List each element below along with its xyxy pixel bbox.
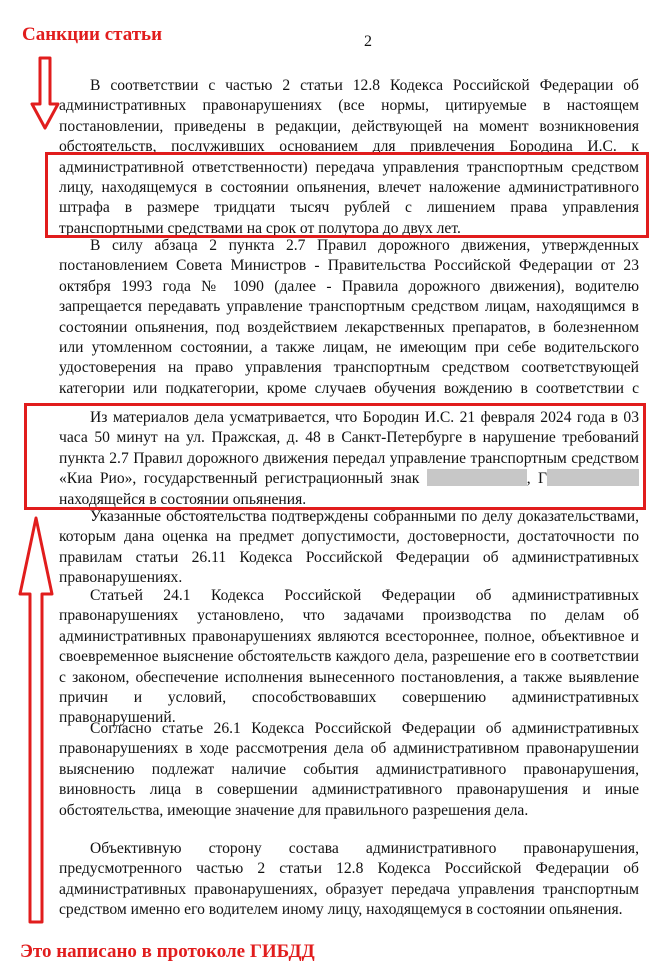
- arrow-down-icon: [30, 56, 60, 130]
- case-materials-text: Из материалов дела усматривается, что Бородин И.С. 21 февраля 2024 года в 03 часа 50 минут на ул. Пражская, д. 48 в Санкт-Петербурге в нарушение требований пункта 2.7 Правил дорожного движения передал управление транспортным средством «Киа Рио», государственный регистрационный знак: [59, 409, 639, 488]
- paragraph-article-24-1: Статьей 24.1 Кодекса Российской Федерации об административных правонарушениях установлено, что задачами производства по делам об административных правонарушениях являются всестороннее, полное, объективное и своевременное выяснение обстоятельств каждого дела, разрешение его в соответствии с законом, обеспечение исполнения вынесенного постановления, а также выявление причин и условий, способствовавших совершению административных правонарушений.: [59, 587, 639, 727]
- case-materials-ending: находящейся в состоянии опьянения.: [59, 490, 307, 508]
- highlight-box-sanctions: [45, 152, 649, 238]
- paragraph-sanctions: В соответствии с частью 2 статьи 12.8 Кодекса Российской Федерации об административных правонарушениях (все нормы, цитируемые в настоящем постановлении, приведены в редакции, действующей на момент возникновения обстоятельств, послуживших основанием для привлечения Бородина И.С. к административной ответственности) передача управления транспортным средством лицу, находящемуся в состоянии опьянения, влечет наложение административного штрафа в размере тридцати тысяч рублей с лишением права управления транспортными средствами на срок от полутора до двух лет.: [59, 77, 639, 236]
- arrow-up-icon: [18, 516, 54, 924]
- paragraph-objective-side: Объективную сторону состава административного правонарушения, предусмотренного частью 2 статьи 12.8 Кодекса Российской Федерации об административных правонарушениях, образует передача управления транспортным средством именно его водителем иному лицу, находящемуся в состоянии опьянения.: [59, 840, 639, 919]
- paragraph-evidence: Указанные обстоятельства подтверждены собранными по делу доказательствами, которым дана оценка на предмет допустимости, достоверности, достаточности по правилам статьи 26.11 Кодекса Российской Федерации об административных правонарушениях.: [59, 508, 639, 587]
- page-number: 2: [364, 33, 372, 50]
- paragraph-traffic-rules: В силу абзаца 2 пункта 2.7 Правил дорожного движения, утвержденных постановлением Совета Министров - Правительства Российской Федерации от 23 октября 1993 года № 1090 (далее - Правила дорожного движения), водителю запрещается передавать управление транспортным средством лицам, находящимся в состоянии опьянения, под воздействием лекарственных препаратов, в болезненном или утомленном состоянии, а также лицам, не имеющим при себе водительского удостоверения на право управления транспортным средством соответствующей категории или подкатегории, кроме случаев обучения вождению в соответствии с: [59, 237, 639, 397]
- annotation-top-label: Санкции статьи: [22, 24, 163, 45]
- paragraph-article-26-1: Согласно статье 26.1 Кодекса Российской Федерации об административных правонарушениях в ходе рассмотрения дела об административном правонарушении выяснению подлежат наличие события административного правонарушения, виновность лица в совершении административного правонарушения и иные обстоятельства, имеющие значение для правильного разрешения дела.: [59, 720, 639, 819]
- case-materials-connector: , Г: [526, 470, 547, 488]
- annotation-bottom-label: Это написано в протоколе ГИБДД: [20, 941, 315, 962]
- highlight-box-protocol: [24, 403, 646, 510]
